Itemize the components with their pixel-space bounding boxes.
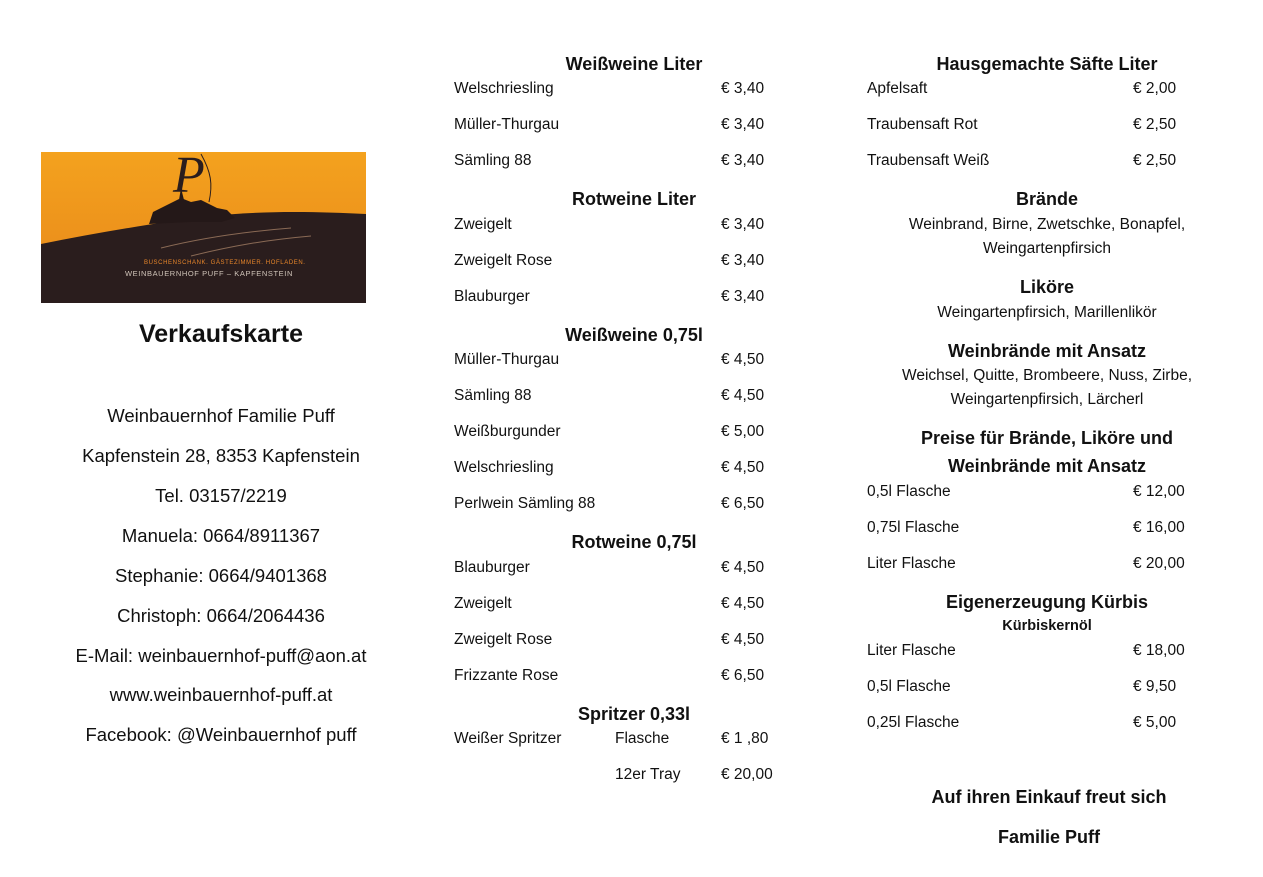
item-price: € 6,50 [721, 495, 765, 512]
item-price: € 20,00 [1133, 555, 1185, 572]
item-name: Zweigelt Rose [454, 631, 553, 648]
item-name: Welschriesling [454, 459, 554, 476]
address: Kapfenstein 28, 8353 Kapfenstein [82, 445, 360, 466]
item-name: Weißer Spritzer [454, 730, 562, 747]
section-title-weissweine-liter: Weißweine Liter [565, 54, 703, 74]
desc-line: Weichsel, Quitte, Brombeere, Nuss, Zirbe, [901, 367, 1192, 384]
item-price: € 4,50 [721, 631, 765, 648]
item-name: Weißburgunder [454, 423, 561, 440]
item-price: € 1 ,80 [721, 730, 769, 747]
section-title-preise: Preise für Brände, Liköre und [920, 428, 1174, 448]
likoere-list [867, 301, 1227, 325]
email: E-Mail: weinbauernhof-puff@aon.at [75, 645, 367, 666]
section-title-rotweine-liter: Rotweine Liter [571, 189, 696, 209]
item-name: Traubensaft Rot [867, 116, 978, 133]
section-title-rotweine-075: Rotweine 0,75l [571, 532, 697, 552]
section-title-preise-2: Weinbrände mit Ansatz [947, 456, 1147, 476]
item-name: Frizzante Rose [454, 667, 559, 684]
farm-name: Weinbauernhof Familie Puff [107, 405, 335, 426]
desc-line: Weingartenpfirsich, Lärcherl [950, 391, 1144, 408]
closing-line: Auf ihren Einkauf freut sich [931, 787, 1167, 807]
item-price: € 16,00 [1133, 519, 1185, 536]
phone-manuela: Manuela: 0664/8911367 [121, 525, 321, 546]
item-unit: Flasche [615, 730, 670, 747]
item-price: € 5,00 [721, 423, 765, 440]
section-title-likoere: Liköre [1019, 277, 1075, 297]
item-price: € 6,50 [721, 667, 765, 684]
item-name: 0,5l Flasche [867, 483, 951, 500]
item-name: 0,5l Flasche [867, 678, 951, 695]
desc-line: Weinbrand, Birne, Zwetschke, Bonapfel, [908, 216, 1186, 233]
item-name: Welschriesling [454, 80, 554, 97]
item-price: € 3,40 [721, 216, 765, 233]
section-title-saefte: Hausgemachte Säfte Liter [936, 54, 1158, 74]
item-price: € 3,40 [721, 252, 765, 269]
item-price: € 9,50 [1133, 678, 1177, 695]
item-price: € 12,00 [1133, 483, 1185, 500]
closing-signature: Familie Puff [997, 827, 1100, 847]
ansatz-list [867, 364, 1227, 412]
item-name: 0,25l Flasche [867, 714, 960, 731]
item-name: Zweigelt [454, 595, 512, 612]
facebook: Facebook: @Weinbauernhof puff [85, 724, 357, 745]
item-price: € 2,50 [1133, 152, 1177, 169]
section-title-kuerbis: Eigenerzeugung Kürbis [945, 592, 1149, 612]
item-name: Apfelsaft [867, 80, 928, 97]
item-price: € 20,00 [721, 766, 773, 783]
section-title-weissweine-075: Weißweine 0,75l [565, 325, 703, 345]
item-name: Blauburger [454, 559, 530, 576]
item-name: Zweigelt [454, 216, 512, 233]
section-title-braende: Brände [1015, 189, 1078, 209]
desc-line: Weingartenpfirsich [982, 240, 1112, 257]
section-title-spritzer: Spritzer 0,33l [577, 704, 691, 724]
logo-monogram: P [173, 152, 205, 204]
item-name: Blauburger [454, 288, 530, 305]
item-name: Müller-Thurgau [454, 116, 560, 133]
item-price: € 3,40 [721, 288, 765, 305]
item-name: Sämling 88 [454, 387, 532, 404]
logo [41, 152, 366, 303]
item-price: € 4,50 [721, 595, 765, 612]
desc-line: Weingartenpfirsich, Marillenlikör [937, 304, 1157, 321]
logo-tagline: BUSCHENSCHANK. GÄSTEZIMMER. HOFLADEN. [144, 260, 306, 266]
section-subtitle-kuerbiskernoel: Kürbiskernöl [1002, 618, 1092, 634]
item-name: Müller-Thurgau [454, 351, 560, 368]
item-price: € 4,50 [721, 351, 765, 368]
item-price: € 2,50 [1133, 116, 1177, 133]
item-name: Liter Flasche [867, 555, 956, 572]
section-title-ansatz: Weinbrände mit Ansatz [947, 341, 1147, 361]
item-name: Zweigelt Rose [454, 252, 553, 269]
phone-christoph: Christoph: 0664/2064436 [117, 605, 325, 626]
item-name: 0,75l Flasche [867, 519, 960, 536]
item-name: Sämling 88 [454, 152, 532, 169]
item-name: Traubensaft Weiß [867, 152, 990, 169]
page-title: Verkaufskarte [138, 320, 303, 348]
item-name: Liter Flasche [867, 642, 956, 659]
logo-name: WEINBAUERNHOF PUFF – KAPFENSTEIN [125, 269, 293, 278]
item-price: € 4,50 [721, 559, 765, 576]
phone: Tel. 03157/2219 [155, 485, 287, 506]
item-price: € 3,40 [721, 116, 765, 133]
item-unit: 12er Tray [615, 766, 681, 783]
item-price: € 18,00 [1133, 642, 1185, 659]
item-price: € 3,40 [721, 152, 765, 169]
phone-stephanie: Stephanie: 0664/9401368 [115, 565, 327, 586]
item-price: € 3,40 [721, 80, 765, 97]
braende-list [867, 213, 1227, 261]
item-price: € 5,00 [1133, 714, 1177, 731]
item-price: € 2,00 [1133, 80, 1177, 97]
item-name: Perlwein Sämling 88 [454, 495, 596, 512]
website: www.weinbauernhof-puff.at [109, 684, 333, 705]
item-price: € 4,50 [721, 387, 765, 404]
item-price: € 4,50 [721, 459, 765, 476]
